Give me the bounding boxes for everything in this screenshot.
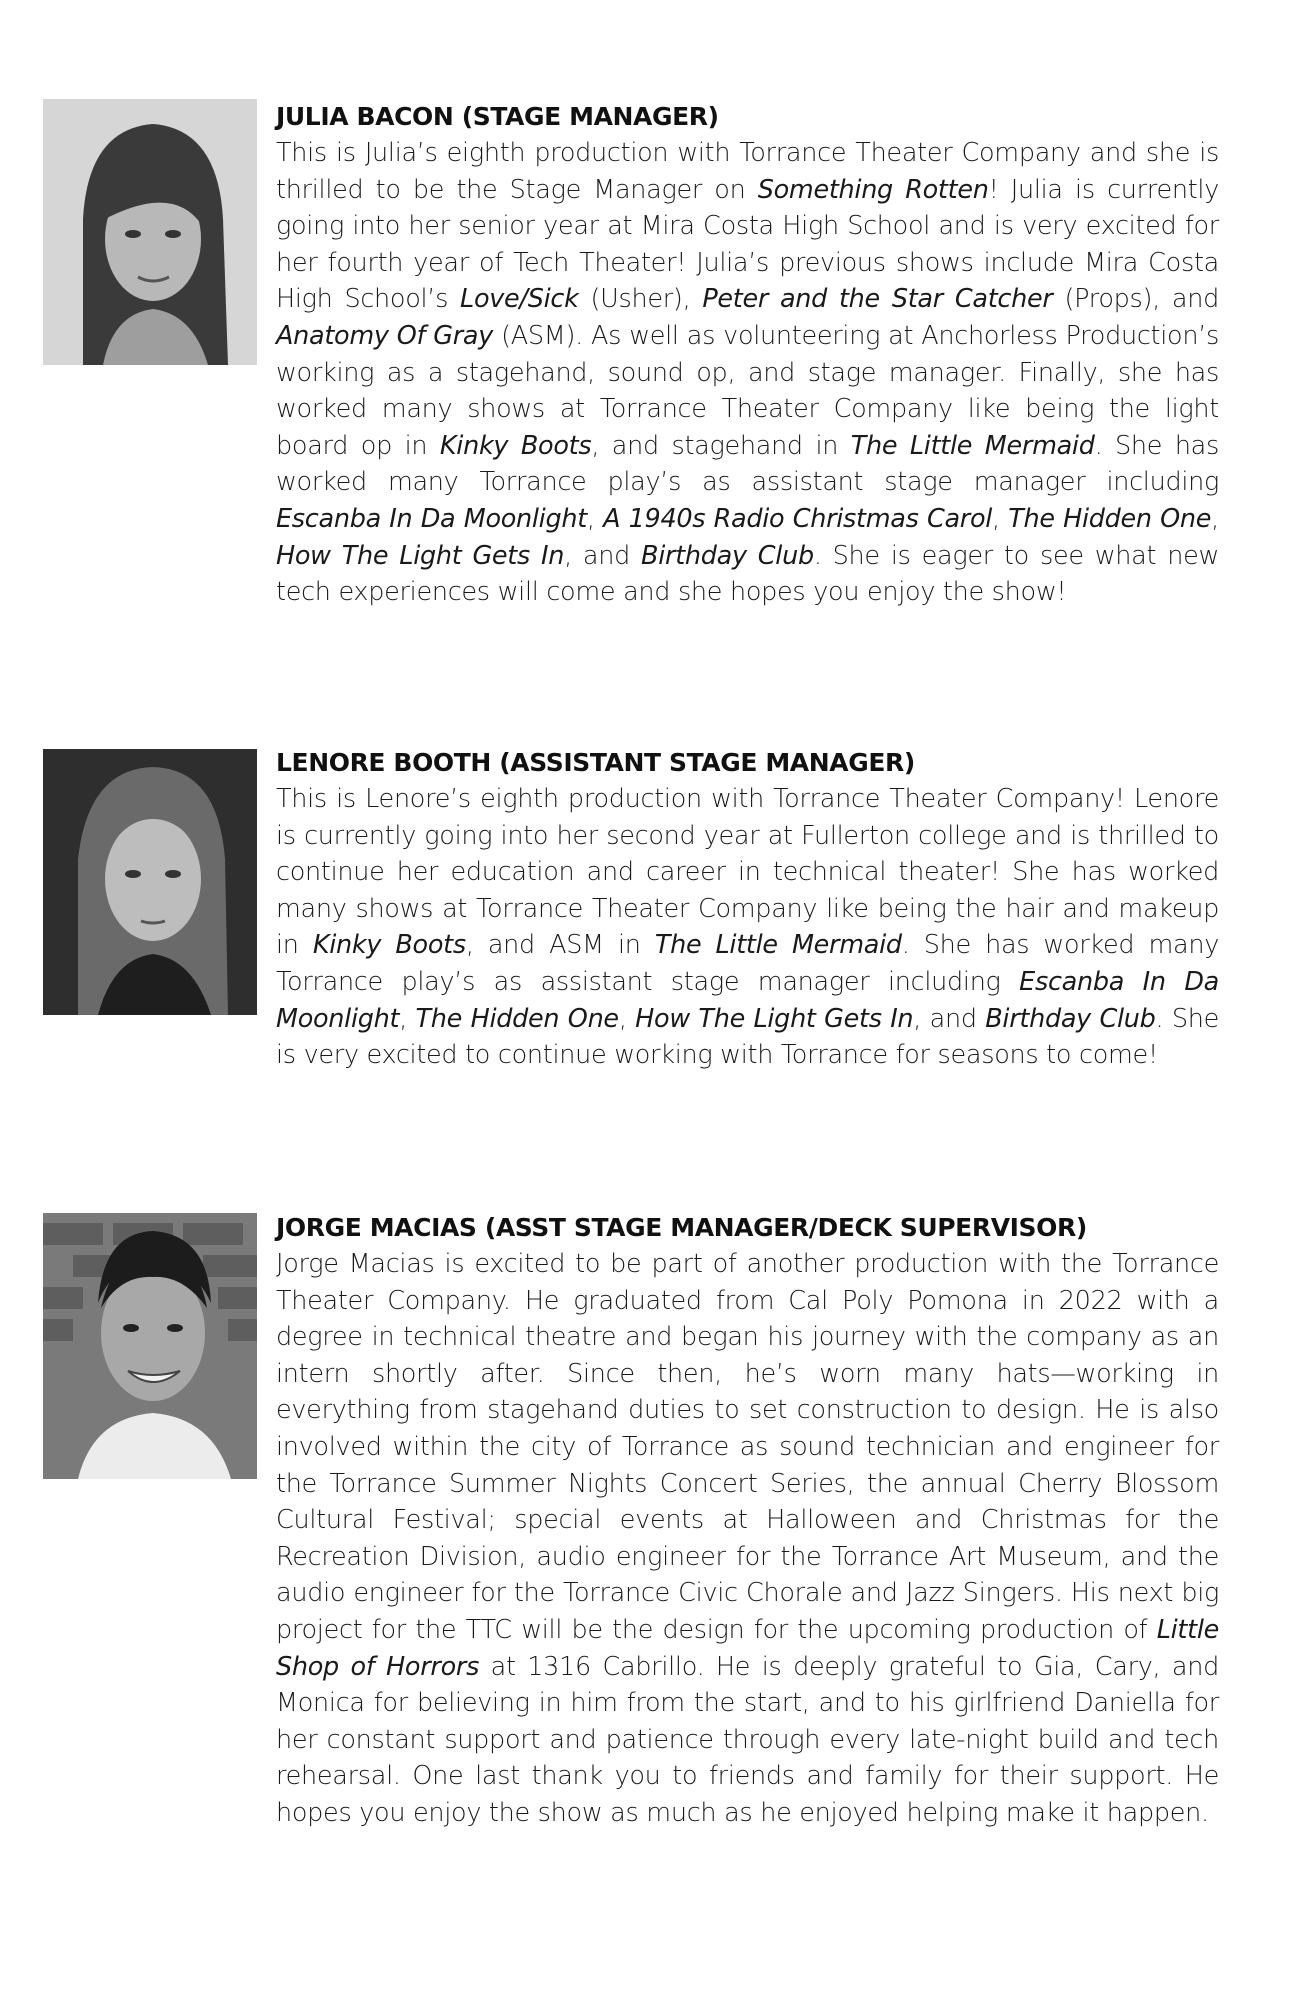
bio-text: [276, 745, 1219, 1074]
title-italic: Something Rotten: [757, 174, 989, 205]
bio-text-run: (Props), and: [1052, 284, 1219, 315]
bio-text-run: , and stagehand in: [591, 430, 851, 461]
bio-text-run: , and: [913, 1003, 986, 1034]
bio-text-run: ,: [618, 1003, 636, 1034]
bio-text-run: . She is eager to see what new tech experiences will come and she hopes you enjoy the show!: [276, 540, 1220, 608]
bio-text-run: (Usher),: [578, 284, 703, 315]
bio-text-run: Jorge Macias is excited to be part of another production with the Torrance Theater Company. He graduated from Cal Poly Pomona in 2022 with a degree in technical theatre and began his journey with the company as an intern shortly after. Since then, he’s worn many hats—working in everything from stagehand duties to set construction to design. He is also involved within the city of Torrance as sound technician and engineer for the Torrance Summer Nights Concert Series, the annual Cherry Blossom Cultural Festival; special events at Halloween and Christmas for the Recreation Division, audio engineer for the Torrance Art Museum, and the audio engineer for the Torrance Civic Chorale and Jazz Singers. His next big project for the TTC will be the design for the upcoming production of: [276, 1249, 1219, 1645]
title-italic: Little Shop of Horrors: [276, 1614, 1219, 1682]
bio-text-run: , and: [564, 540, 642, 571]
bio-text-run: ,: [399, 1003, 416, 1034]
title-italic: Escanba In Da Moonlight: [276, 503, 587, 534]
title-italic: A 1940s Radio Christmas Carol: [603, 503, 993, 534]
bio-text: [276, 1210, 1219, 1832]
bio-body: [276, 135, 1219, 611]
title-italic: Kinky Boots: [312, 930, 466, 961]
title-italic: Escanba In Da Moonlight: [276, 966, 1219, 1034]
title-italic: Birthday Club: [641, 540, 814, 571]
bio-text-run: . She has worked many Torrance play’s as assistant stage manager including: [276, 930, 1220, 997]
title-italic: The Hidden One: [415, 1003, 619, 1034]
bio-text-run: ! Julia is currently going into her senior year at Mira Costa High School and is very excited for her fourth year of Tech Theater! Julia’s previous shows include Mira Costa High School’s: [276, 174, 1219, 315]
bio-text: [276, 99, 1219, 611]
bio-text-run: at 1316 Cabrillo. He is deeply grateful to Gia, Cary, and Monica for believing in him from the start, and to his girlfriend Daniella for her constant support and patience through every late-night build and tech rehearsal. One last thank you to friends and family for their support. He hopes you enjoy the show as much as he enjoyed helping make it happen.: [276, 1651, 1219, 1828]
title-italic: How The Light Gets In: [635, 1003, 914, 1034]
title-italic: Love/Sick: [460, 284, 579, 315]
bio-text-run: , and ASM in: [465, 930, 655, 961]
bio-text-run: ,: [1211, 503, 1219, 534]
title-italic: Kinky Boots: [439, 430, 592, 461]
bio-text-run: . She is very excited to continue working with Torrance for seasons to come!: [276, 1003, 1220, 1071]
title-italic: Peter and the Star Catcher: [702, 284, 1053, 315]
title-italic: The Little Mermaid: [654, 930, 902, 961]
bio-text-run: (ASM). As well as volunteering at Anchorless Production’s working as a stagehand, sound op, and stage manager. Finally, she has worked many shows at Torrance Theater Company like being the light board op in: [276, 320, 1219, 461]
title-italic: Birthday Club: [985, 1003, 1156, 1034]
title-italic: How The Light Gets In: [276, 540, 565, 571]
bio-body: [276, 1246, 1219, 1832]
bio-name: LENORE BOOTH (ASSISTANT STAGE MANAGER): [276, 748, 915, 777]
headshot-photo: [43, 99, 257, 365]
bio-text-run: ,: [586, 503, 604, 534]
headshot-photo: [43, 1213, 257, 1479]
bio-text-run: This is Lenore’s eighth production with Torrance Theater Company! Lenore is currently going into her second year at Fullerton college and is thrilled to continue her education and career in technical theater! She has worked many shows at Torrance Theater Company like being the hair and makeup in: [276, 784, 1219, 961]
bio-name: JULIA BACON (STAGE MANAGER): [276, 102, 719, 131]
headshot-photo: [43, 749, 257, 1015]
bio-text-run: This is Julia’s eighth production with Torrance Theater Company and she is thrilled to be the Stage Manager on: [276, 138, 1219, 205]
title-italic: The Hidden One: [1008, 503, 1212, 534]
bio-body: [276, 781, 1219, 1074]
title-italic: Anatomy Of Gray: [276, 320, 494, 351]
bio-text-run: ,: [992, 503, 1009, 534]
title-italic: The Little Mermaid: [850, 430, 1095, 461]
bio-text-run: . She has worked many Torrance play’s as assistant stage manager including: [276, 430, 1219, 498]
bio-name: JORGE MACIAS (ASST STAGE MANAGER/DECK SUPERVISOR): [276, 1213, 1087, 1242]
